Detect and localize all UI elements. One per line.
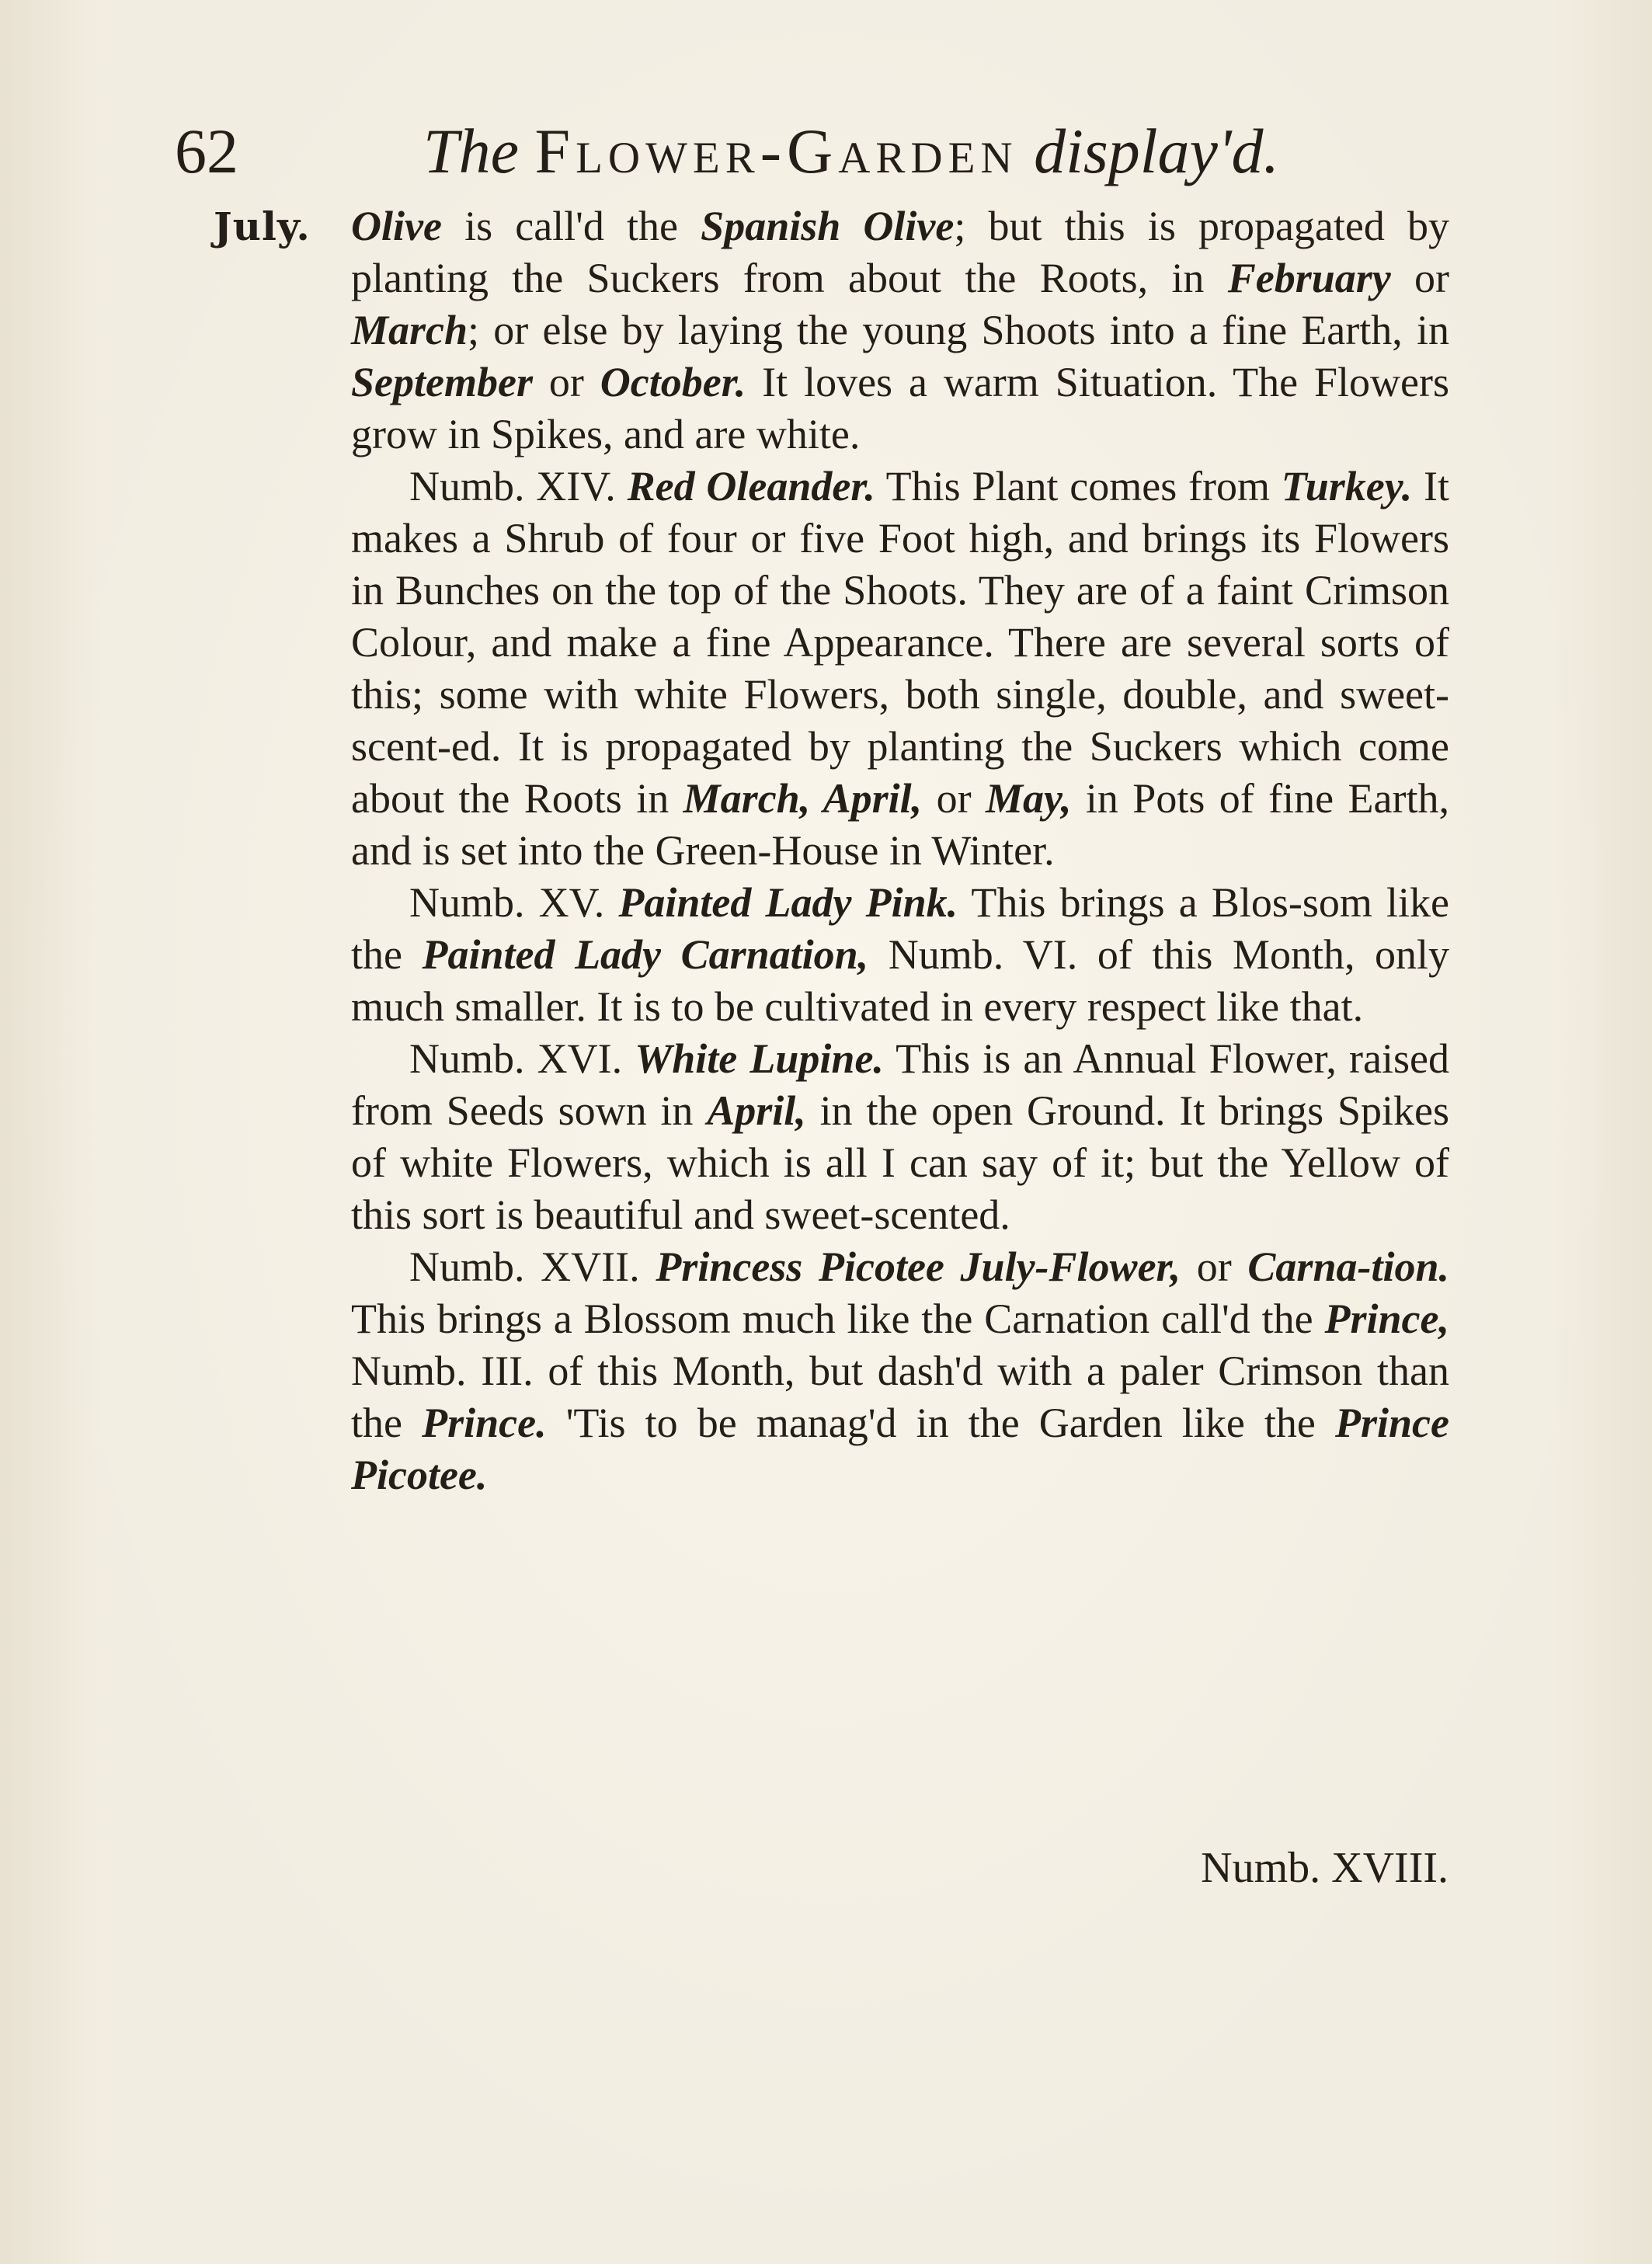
text-run: This brings a Blos-som like the <box>351 879 1449 978</box>
text-run: This is an Annual Flower, raised from Seeds sown in <box>351 1035 1449 1134</box>
text-run: or <box>1181 1243 1248 1290</box>
italic-term: September <box>351 359 533 405</box>
italic-term: Princess Picotee July-Flower, <box>656 1243 1181 1290</box>
italic-term: White Lupine. <box>635 1035 884 1082</box>
italic-term: May, <box>985 775 1072 822</box>
italic-term: Prince Picotee. <box>351 1400 1449 1498</box>
text-run: Numb. VI. of this Month, only much smaller. It is to be cultivated in every respect like that. <box>351 931 1450 1030</box>
text-run: ; but this is propagated by planting the Suckers from about the Roots, in <box>351 203 1449 301</box>
catchword: Numb. XVIII. <box>1201 1844 1449 1892</box>
text-run: is call'd the <box>441 203 701 249</box>
text-run: 'Tis to be manag'd in the Garden like the <box>546 1400 1336 1446</box>
text-run: in the open Ground. It brings Spikes of white Flowers, which is all I can say of it; but the Yellow of this sort is beautiful and sweet-scented. <box>351 1087 1449 1238</box>
italic-term: Olive <box>351 203 442 249</box>
italic-term: Prince. <box>422 1400 547 1446</box>
paragraph-olive <box>351 200 1449 461</box>
text-run: Numb. XVI. <box>409 1035 635 1082</box>
text-run: It makes a Shrub of four or five Foot high, and brings its Flowers in Bunches on the top of the Shoots. They are of a faint Crimson Colour, and make a fine Appearance. There are several sorts of this; some with white Flowers, both single, double, and sweet-scent-ed. It is propagated by planting the Suckers which come about the Roots in <box>351 463 1449 822</box>
italic-term: Turkey. <box>1281 463 1413 509</box>
paragraph-numb-xvii <box>351 1241 1449 1501</box>
text-run: This brings a Blossom much like the Carnation call'd the <box>351 1295 1325 1342</box>
text-run: This Plant comes from <box>875 463 1282 509</box>
running-title-main: Flower-Garden <box>534 116 1018 186</box>
running-title <box>423 109 1279 194</box>
text-run: Numb. III. of this Month, but dash'd with a paler Crimson than the <box>351 1348 1449 1446</box>
italic-term: February <box>1227 255 1391 301</box>
running-header <box>175 109 1433 202</box>
text-run: Numb. XVII. <box>409 1243 656 1290</box>
margin-month-label: July. <box>214 203 311 249</box>
italic-term: March <box>351 307 468 353</box>
text-run: or <box>1390 255 1450 301</box>
italic-term: Red Oleander. <box>627 463 875 509</box>
text-run: ; or else by laying the young Shoots into a fine Earth, in <box>468 307 1449 353</box>
text-run: Numb. XIV. <box>409 463 628 509</box>
italic-term: March, April, <box>683 775 923 822</box>
paragraph-numb-xiv <box>351 461 1449 877</box>
italic-term: Painted Lady Carnation, <box>422 931 869 978</box>
body-text <box>351 200 1449 1501</box>
text-run: It loves a warm Situation. The Flowers grow in Spikes, and are white. <box>351 359 1450 457</box>
italic-term: Spanish Olive <box>701 203 955 249</box>
italic-term: April, <box>707 1087 806 1134</box>
page-number: 62 <box>175 116 238 186</box>
running-title-the: The <box>423 116 519 186</box>
italic-term: October. <box>600 359 746 405</box>
paragraph-numb-xvi <box>351 1033 1449 1241</box>
text-run: or <box>532 359 600 405</box>
italic-term: Carna-tion. <box>1247 1243 1449 1290</box>
italic-term: Painted Lady Pink. <box>618 879 958 926</box>
running-title-end: display'd. <box>1034 116 1279 186</box>
text-run: in Pots of fine Earth, and is set into the Green-House in Winter. <box>351 775 1449 874</box>
text-run: or <box>922 775 986 822</box>
paragraph-numb-xv <box>351 877 1449 1033</box>
text-run: Numb. XV. <box>409 879 619 926</box>
italic-term: Prince, <box>1324 1295 1449 1342</box>
